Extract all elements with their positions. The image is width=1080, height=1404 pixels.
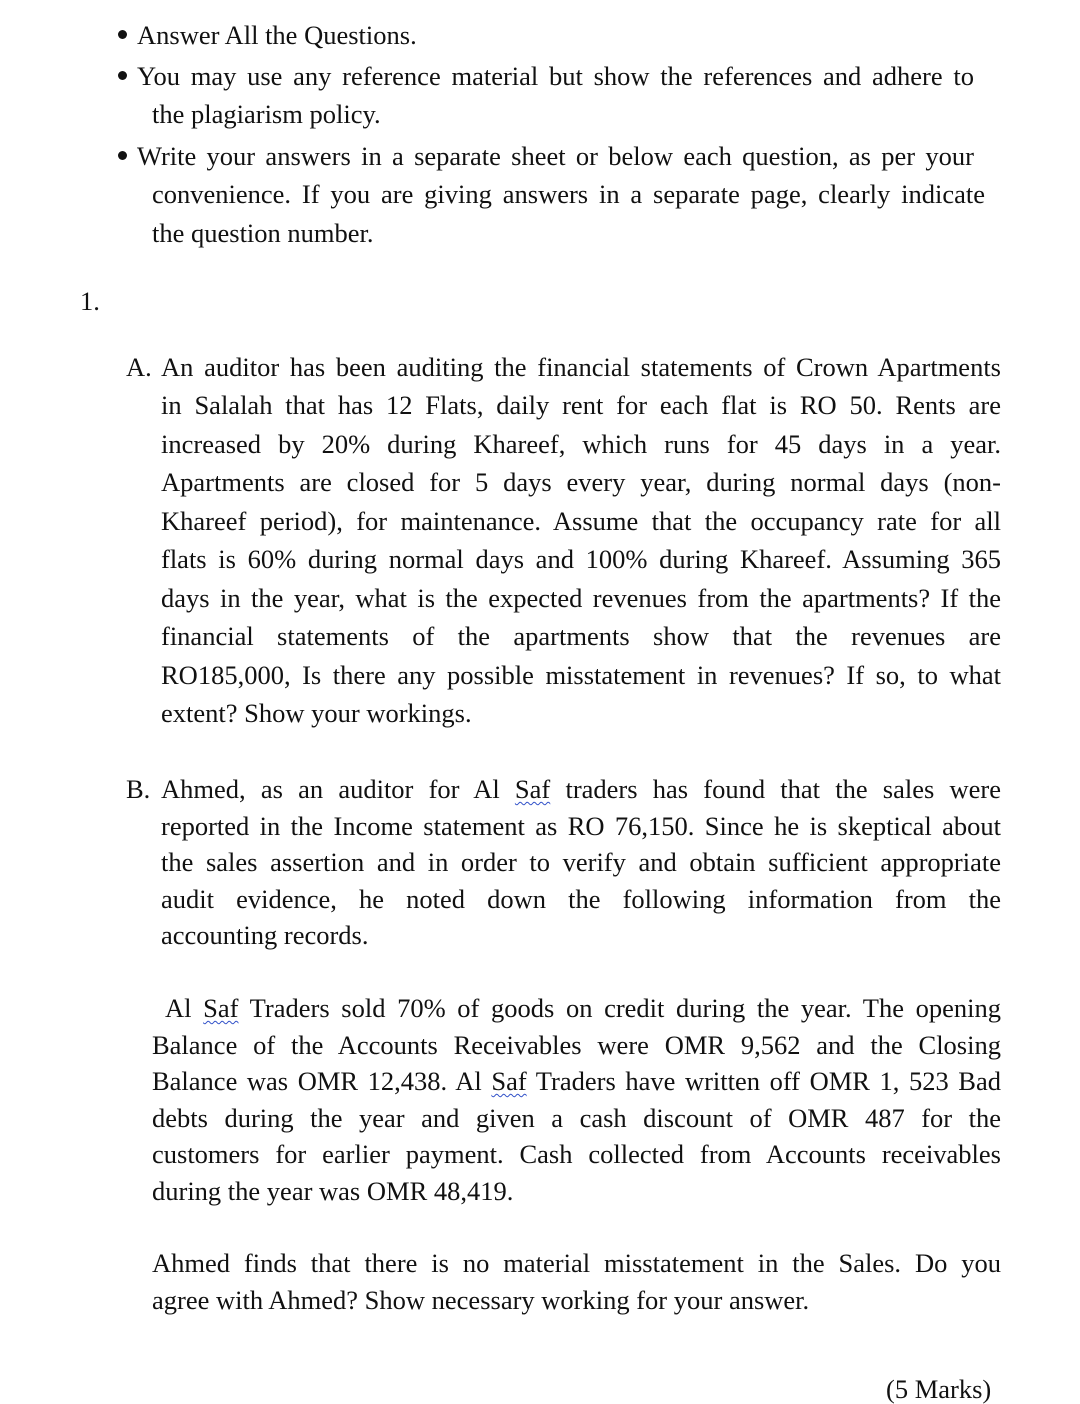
instruction-3-line-2: convenience. If you are giving answers in a separate page, clearly indicate <box>152 179 985 209</box>
part-b-label: B. <box>126 774 151 804</box>
question-number: 1. <box>80 286 100 316</box>
part-b-para2-line: debts during the year and given a cash discount of OMR 487 for the <box>152 1103 1001 1133</box>
part-a-line: RO185,000, Is there any possible misstatement in revenues? If so, to what <box>161 660 1001 690</box>
instruction-1: Answer All the Questions. <box>137 20 417 50</box>
instruction-2-line-1: You may use any reference material but show the references and adhere to <box>137 61 974 91</box>
spellcheck-word: Saf <box>491 1066 527 1096</box>
part-b-para2-line: during the year was OMR 48,419. <box>152 1176 514 1206</box>
part-b-para3-line: Ahmed finds that there is no material misstatement in the Sales. Do you <box>152 1248 1001 1278</box>
part-b-para2-line: customers for earlier payment. Cash collected from Accounts receivables <box>152 1139 1001 1169</box>
part-a-line: in Salalah that has 12 Flats, daily rent for each flat is RO 50. Rents are <box>161 390 1001 420</box>
instruction-2-line-2: the plagiarism policy. <box>152 99 381 129</box>
part-a-line: Apartments are closed for 5 days every year, during normal days (non- <box>161 467 1001 497</box>
part-b-text: Balance was OMR 12,438. Al <box>152 1066 482 1096</box>
part-a-line: Khareef period), for maintenance. Assume that the occupancy rate for all <box>161 506 1001 536</box>
instruction-3-line-1: Write your answers in a separate sheet or below each question, as per your <box>137 141 974 171</box>
bullet-dot <box>118 151 127 160</box>
part-b-text: Ahmed, as an auditor for Al <box>161 774 500 804</box>
part-b-text: Traders have written off OMR 1, 523 Bad <box>535 1066 1001 1096</box>
part-b-line <box>161 776 1001 803</box>
part-a-label: A. <box>126 352 152 382</box>
part-b-line: the sales assertion and in order to verify and obtain sufficient appropriate <box>161 847 1001 877</box>
part-a-line: financial statements of the apartments show that the revenues are <box>161 621 1001 651</box>
part-a-line: flats is 60% during normal days and 100% during Khareef. Assuming 365 <box>161 544 1001 574</box>
spellcheck-word: Saf <box>514 774 551 804</box>
part-b-para2-line <box>152 1068 1001 1095</box>
marks-container <box>880 1364 1020 1404</box>
part-b-line: reported in the Income statement as RO 76,150. Since he is skeptical about <box>161 811 1001 841</box>
bullet-dot <box>118 71 127 80</box>
part-a-line: days in the year, what is the expected revenues from the apartments? If the <box>161 583 1001 613</box>
bullet-dot <box>118 30 127 39</box>
part-b-para3-line: agree with Ahmed? Show necessary working for your answer. <box>152 1285 810 1315</box>
part-b-line: audit evidence, he noted down the following information from the <box>161 884 1001 914</box>
part-a-line: extent? Show your workings. <box>161 698 472 728</box>
part-b-text: traders has found that the sales were <box>565 774 1002 804</box>
marks-label: (5 Marks) <box>886 1374 992 1404</box>
part-b-text: Traders sold 70% of goods on credit during the year. The opening <box>249 993 1002 1023</box>
part-b-para2-line <box>165 995 1001 1022</box>
part-b-text: Al <box>165 993 192 1023</box>
instruction-3-line-3: the question number. <box>152 218 374 248</box>
spellcheck-word: Saf <box>203 993 239 1023</box>
part-b-para2-line: Balance of the Accounts Receivables were OMR 9,562 and the Closing <box>152 1030 1001 1060</box>
part-b-line: accounting records. <box>161 920 369 950</box>
part-a-line: increased by 20% during Khareef, which runs for 45 days in a year. <box>161 429 1001 459</box>
part-a-line: An auditor has been auditing the financial statements of Crown Apartments <box>161 352 1001 382</box>
